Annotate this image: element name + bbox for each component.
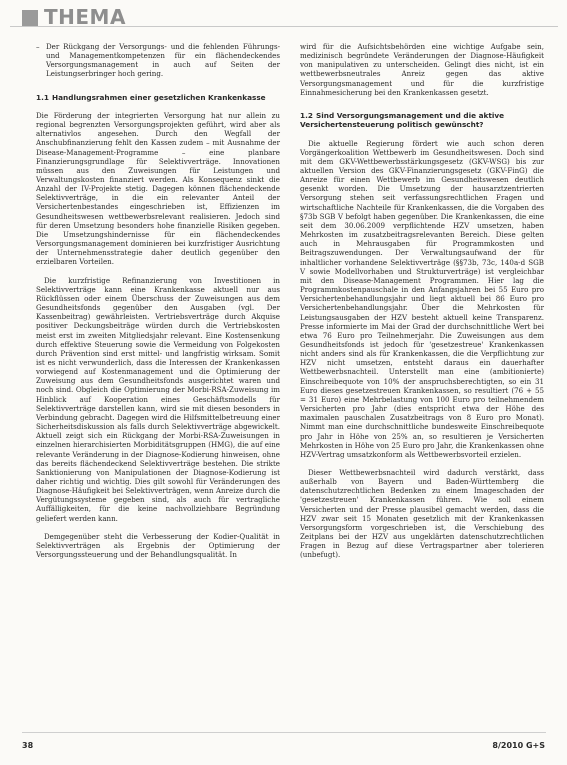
right-column bbox=[300, 42, 544, 560]
footer-divider bbox=[22, 732, 546, 733]
section-number: 1.2 bbox=[300, 110, 313, 120]
paragraph: Die Förderung der integrierten Versorgung hat nur allein zu regional begrenzten Versorgungsprojekten geführt, wird aber als alternativlos angesehen. Durch den Wegfall der Anschubfinanzierung fehlt den Kassen zudem – mit Ausnahme der Disease-Management-Programme – eine planbare Finanzierungsgrundlage für Selektivverträge. Innovationen müssen aus den Zuweisungen für Leistungen und Verwaltungskosten finanziert werden. Als Konsequenz sinkt die Anzahl der IV-Projekte stetig. Dagegen können flächendeckende Selektivverträge, in die ein relevanter Anteil der Versichertenbestandes eingeschrieben ist, Effizienzen im Gesundheitswesen wettbewerbsrelevant realisieren. Jedoch sind für deren Umsetzung besonders hohe finanzielle Risiken gegeben. Die Umsetzungshindernisse für ein flächendeckendes Versorgungsmanagement dominieren bei kurzfristiger Ausrichtung der Unternehmensstrategie daher deutlich gegenüber den erzielbaren Vorteilen. bbox=[36, 110, 280, 267]
left-column bbox=[36, 42, 280, 559]
section-title: Sind Versorgungsmanagement und die aktive Versichertensteuerung politisch gewünscht? bbox=[300, 110, 505, 130]
header-bar bbox=[10, 4, 558, 27]
square-icon bbox=[22, 10, 38, 26]
section-title-thema: THEMA bbox=[44, 5, 126, 29]
paragraph: wird für die Aufsichtsbehörden eine wichtige Aufgabe sein, medizinisch begründete Veränderungen der Diagnose-Häufigkeit von manipulativen zu unterscheiden. Gelingt dies nicht, ist ein wettbewerbsneutrales Anreiz gegen das aktive Versorgungsmanagement und für die kurzfristige Einnahmesicherung bei den Krankenkassen gesetzt. bbox=[300, 42, 544, 97]
paragraph: Dieser Wettbewerbsnachteil wird dadurch verstärkt, dass außerhalb von Bayern und Baden-Württemberg die datenschutzrechtlichen Bedenken zu einem Imageschaden der 'gesetzestreuen' Krankenkassen führen. Wie soll einem Versicherten und der Presse plausibel gemacht werden, dass die HZV zwar seit 15 Monaten gesetzlich mit der Krankenkassen Versorgungsform vorgeschrieben ist, die Verschiebung des Zeitplans bei der HZV aus ungeklärten datenschutzrechtlichen Fragen in Bezug auf diese Vertragspartner aber tolerieren (unbefugt). bbox=[300, 468, 544, 560]
section-number: 1.1 bbox=[36, 92, 49, 102]
page-number: 38 bbox=[22, 741, 34, 750]
paragraph: Die aktuelle Regierung fördert wie auch schon deren Vorgängerkoalition Wettbewerb im Gesundheitswesen. Doch sind mit dem GKV-Wettbewerbsstärkungsgesetz (GKV-WSG) bis zur aktuellen Version des GKV-Finanzierungsgesetz (GKV-FinG) die Anreize für einen Wettbewerb im Gesundheitswesen deutlich gesenkt worden. Die Umsetzung der hausarztzentrierten Versorgung stehen seit verfassungsrechtlichen Fragen und wirtschaftliche Nachteile für Krankenkassen, die die Vorgaben des §73b SGB V befolgt haben gegenüber. Die Krankenkassen, die eine seit dem 30.06.2009 verpflichtende HZV umsetzen, haben Mehrkosten im zusatzbeitragsrelevanten Bereich. Diese gelten auch in Mehrausgaben für Programmkosten und Beitragszuwendungen. Der Verwaltungsaufwand der für inhaltlicher vorhandene Selektivverträge (§§73b, 73c, 140a-d SGB V sowie Modellvorhaben und Strukturverträge) ist vergleichbar mit den Disease-Management Programmen. Hier lag die Programmkostenpauschale in den Anfangsjahren bei 55 Euro pro Versichertenbehandlungsjahr und liegt aktuell bei 86 Euro pro Versichertenbehandlungsjahr. Über die Mehrkosten für Leistungsausgaben der HZV besteht aktuell keine Transparenz. Presse informierte im Mai der Grad der durchschnittliche Wert bei etwa 76 Euro pro Teilnehmerjahr. Die Zuweisungen aus dem Gesundheitsfonds ist jedoch für 'gesetzestreue' Krankenkassen nicht anders sind als für Krankenkassen, die die Verpflichtung zur HZV nicht umsetzen, entsteht daraus ein dauerhafter Wettbewerbsnachteil. Unterstellt man eine (ambitionierte) Einschreibequote von 10% der anspruchsberechtigten, so ein 31 Euro dieses gesetzestreuen Krankenkassen, so resultiert (76 + 55 = 31 Euro) eine Mehrbelastung von 100 Euro pro teilnehmendem Versicherten pro Jahr (dies entspricht etwa der Höhe des maximalen pauschalen Zusatzbeitrags von 8 Euro pro Monat). Nimmt man eine durchschnittliche bundesweite Einschreibequote pro Jahr in Höhe von 25% an, so resultieren je Versicherten Mehrkosten in Höhe von 25 Euro pro Jahr, die Krankenkassen ohne HZV-Vertrag umsatzkonform als Wettbewerbsvorteil erzielen. bbox=[300, 138, 544, 459]
section-heading bbox=[300, 111, 544, 130]
section-title: Handlungsrahmen einer gesetzlichen Krankenkasse bbox=[52, 92, 266, 102]
issue-label: 8/2010 G+S bbox=[492, 741, 545, 750]
paragraph: Demgegenüber steht die Verbesserung der Kodier-Qualität in Selektivverträgen als Ergebnis der Optimierung der Versorgungssteuerung und der Behandlungsqualität. In bbox=[36, 531, 280, 560]
paragraph: Die kurzfristige Refinanzierung von Investitionen in Selektivverträge kann eine Krankenkasse aktuell nur aus Rückflüssen oder einem Überschuss der Zuweisungen aus dem Gesundheitsfonds gegenüber den Ausgaben (vgl. Der Kassenbeitrag) gewährleisten. Vertriebsverträge durch Akquise positiver Deckungsbeiträge würden durch die Vertriebskosten meist erst im zweiten Mitgliedsjahr relevant. Eine Kostensenkung durch effektive Steuerung sowie die Vermeidung von Folgekosten durch Prävention sind erst mittel- und langfristig wirksam. Somit ist es nicht verwunderlich, dass die Interessen der Krankenkassen vorwiegend auf Kostenmanagement und die Optimierung der Zuweisung aus dem Gesundheitsfonds ausgerichtet waren und noch sind. Obgleich die Optimierung der Morbi-RSA-Zuweisung im Hinblick auf Kooperation eines Geschäftsmodells für Selektivverträge darstellen kann, wird sie mit diesen besonders in Verbindung gebracht. Dagegen wird die Hilfsmittelbetreuung einer Sicherheitsdiskussion als falls durch Selektivverträge abgewickelt. Aktuell zeigt sich ein Rückgang der Morbi-RSA-Zuweisungen in einzelnen hierarchisierten Morbiditätsgruppen (HMG), die auf eine relevante Veränderung in der Diagnose-Kodierung hinweisen, ohne das bereits flächendeckend Selektivverträge bestehen. Die strikte Sanktionierung von Manipulationen der Diagnose-Kodierung ist daher richtig und wichtig. Dies gilt sowohl für Veränderungen des Diagnose-Häufigkeit bei Selektivverträgen, wenn Anreize durch die Vergütungssysteme gegeben sind, als auch für vertragliche Auffälligkeiten, für die keine nachvollziehbare Begründung geliefert werden kann. bbox=[36, 275, 280, 523]
bullet-item: – Der Rückgang der Versorgungs- und die fehlenden Führungs- und Managementkompetenzen für ein flächendeckendes Versorgungsmanagement in auch auf Seiten der Leistungserbringer hoch gering. bbox=[36, 42, 280, 79]
section-heading bbox=[36, 93, 280, 102]
